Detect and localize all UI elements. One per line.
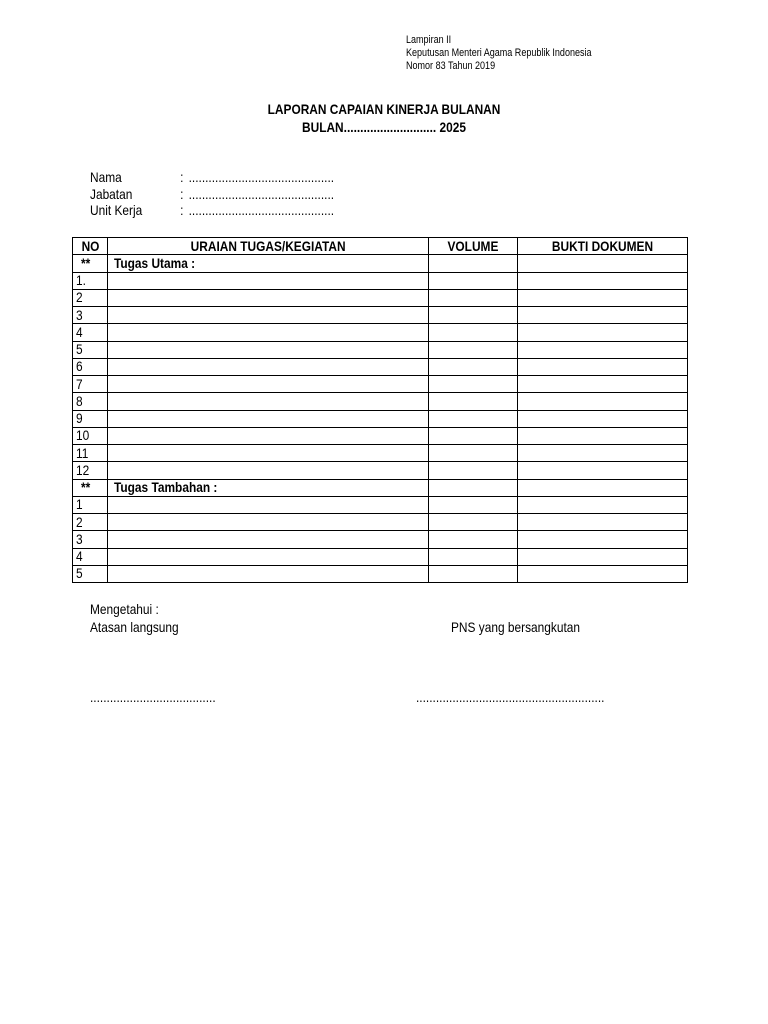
- identity-name-separator: :: [180, 169, 184, 185]
- header-uraian: URAIAN TUGAS/KEGIATAN: [108, 238, 429, 255]
- header-volume: VOLUME: [429, 238, 518, 255]
- volume-cell: [429, 307, 518, 324]
- row-number: 6: [73, 358, 108, 375]
- table-body: [73, 255, 688, 583]
- volume-cell: [429, 410, 518, 427]
- section-title: Tugas Utama :: [108, 255, 429, 272]
- section-marker: **: [73, 479, 108, 496]
- identity-unit-separator: :: [180, 202, 184, 218]
- volume-cell: [429, 565, 518, 582]
- table-row: [73, 272, 688, 289]
- identity-unit-field: ............................................: [188, 202, 335, 218]
- table-row: [73, 376, 688, 393]
- volume-cell: [429, 289, 518, 306]
- uraian-cell: [108, 427, 429, 444]
- bukti-cell: [518, 393, 688, 410]
- table-row: [73, 358, 688, 375]
- uraian-cell: [108, 376, 429, 393]
- bukti-cell: [518, 410, 688, 427]
- row-number: 5: [73, 341, 108, 358]
- identity-name-row: [90, 169, 334, 186]
- volume-cell: [429, 341, 518, 358]
- row-number: 9: [73, 410, 108, 427]
- uraian-cell: [108, 289, 429, 306]
- row-number: 12: [73, 462, 108, 479]
- attachment-label: Lampiran II: [406, 34, 452, 46]
- table-row: [73, 393, 688, 410]
- bukti-cell: [518, 548, 688, 565]
- identity-unit-row: [90, 202, 334, 219]
- acknowledged-label: Mengetahui :: [90, 601, 159, 617]
- volume-cell: [429, 393, 518, 410]
- report-title-line1: LAPORAN CAPAIAN KINERJA BULANAN: [267, 101, 501, 117]
- uraian-cell: [108, 514, 429, 531]
- bukti-cell: [518, 479, 688, 496]
- table-row: [73, 531, 688, 548]
- identity-name-label: Nama: [90, 169, 122, 185]
- row-number: 4: [73, 324, 108, 341]
- uraian-cell: [108, 462, 429, 479]
- uraian-cell: [108, 393, 429, 410]
- report-title: [0, 100, 768, 136]
- volume-cell: [429, 324, 518, 341]
- volume-cell: [429, 462, 518, 479]
- row-number: 3: [73, 307, 108, 324]
- bukti-cell: [518, 341, 688, 358]
- decree-label: Keputusan Menteri Agama Republik Indonesia: [406, 47, 592, 59]
- row-number: 10: [73, 427, 108, 444]
- uraian-cell: [108, 358, 429, 375]
- bukti-cell: [518, 358, 688, 375]
- bukti-cell: [518, 427, 688, 444]
- volume-cell: [429, 445, 518, 462]
- table-row: [73, 427, 688, 444]
- volume-cell: [429, 272, 518, 289]
- uraian-cell: [108, 445, 429, 462]
- uraian-cell: [108, 548, 429, 565]
- bukti-cell: [518, 289, 688, 306]
- uraian-cell: [108, 531, 429, 548]
- header-no: NO: [73, 238, 108, 255]
- volume-cell: [429, 358, 518, 375]
- supervisor-signature-line: ......................................: [90, 689, 216, 705]
- bukti-cell: [518, 272, 688, 289]
- table-row: [73, 410, 688, 427]
- bukti-cell: [518, 496, 688, 513]
- row-number: 1.: [73, 272, 108, 289]
- volume-cell: [429, 427, 518, 444]
- identity-position-field: ............................................: [188, 185, 335, 202]
- volume-cell: [429, 514, 518, 531]
- header-bukti: BUKTI DOKUMEN: [518, 238, 688, 255]
- bukti-cell: [518, 255, 688, 272]
- bukti-cell: [518, 324, 688, 341]
- uraian-cell: [108, 324, 429, 341]
- table-row: [73, 548, 688, 565]
- table-row: [73, 307, 688, 324]
- uraian-cell: [108, 272, 429, 289]
- uraian-cell: [108, 341, 429, 358]
- bukti-cell: [518, 531, 688, 548]
- table-header-row: [73, 238, 688, 255]
- row-number: 1: [73, 496, 108, 513]
- row-number: 8: [73, 393, 108, 410]
- bukti-cell: [518, 445, 688, 462]
- bukti-cell: [518, 376, 688, 393]
- table-row: [73, 565, 688, 582]
- section-marker: **: [73, 255, 108, 272]
- table-row: [73, 514, 688, 531]
- section-title: Tugas Tambahan :: [108, 479, 429, 496]
- employee-label: PNS yang bersangkutan: [451, 619, 581, 635]
- table-row: [73, 462, 688, 479]
- volume-cell: [429, 255, 518, 272]
- row-number: 7: [73, 376, 108, 393]
- identity-name-field: ............................................: [188, 169, 335, 185]
- table-row: [73, 496, 688, 513]
- row-number: 3: [73, 531, 108, 548]
- volume-cell: [429, 496, 518, 513]
- volume-cell: [429, 548, 518, 565]
- section-row: [73, 255, 688, 272]
- identity-position-row: [90, 186, 334, 203]
- uraian-cell: [108, 496, 429, 513]
- table-row: [73, 341, 688, 358]
- table-row: [73, 289, 688, 306]
- identity-position-separator: :: [180, 185, 184, 202]
- volume-cell: [429, 531, 518, 548]
- identity-unit-label: Unit Kerja: [90, 202, 143, 218]
- attachment-header: [406, 34, 632, 73]
- table-row: [73, 445, 688, 462]
- volume-cell: [429, 479, 518, 496]
- bukti-cell: [518, 307, 688, 324]
- row-number: 2: [73, 289, 108, 306]
- row-number: 5: [73, 565, 108, 582]
- row-number: 2: [73, 514, 108, 531]
- table-row: [73, 324, 688, 341]
- identity-block: [90, 169, 377, 219]
- bukti-cell: [518, 514, 688, 531]
- row-number: 11: [73, 445, 108, 462]
- bukti-cell: [518, 565, 688, 582]
- decree-number: Nomor 83 Tahun 2019: [406, 60, 496, 72]
- identity-position-label: Jabatan: [90, 185, 133, 202]
- uraian-cell: [108, 410, 429, 427]
- performance-table: [72, 237, 688, 583]
- bukti-cell: [518, 462, 688, 479]
- supervisor-label: Atasan langsung: [90, 619, 179, 635]
- report-title-line2: BULAN............................ 2025: [302, 119, 466, 135]
- row-number: 4: [73, 548, 108, 565]
- volume-cell: [429, 376, 518, 393]
- employee-signature-line: .........................................................: [416, 689, 605, 705]
- section-row: [73, 479, 688, 496]
- uraian-cell: [108, 565, 429, 582]
- uraian-cell: [108, 307, 429, 324]
